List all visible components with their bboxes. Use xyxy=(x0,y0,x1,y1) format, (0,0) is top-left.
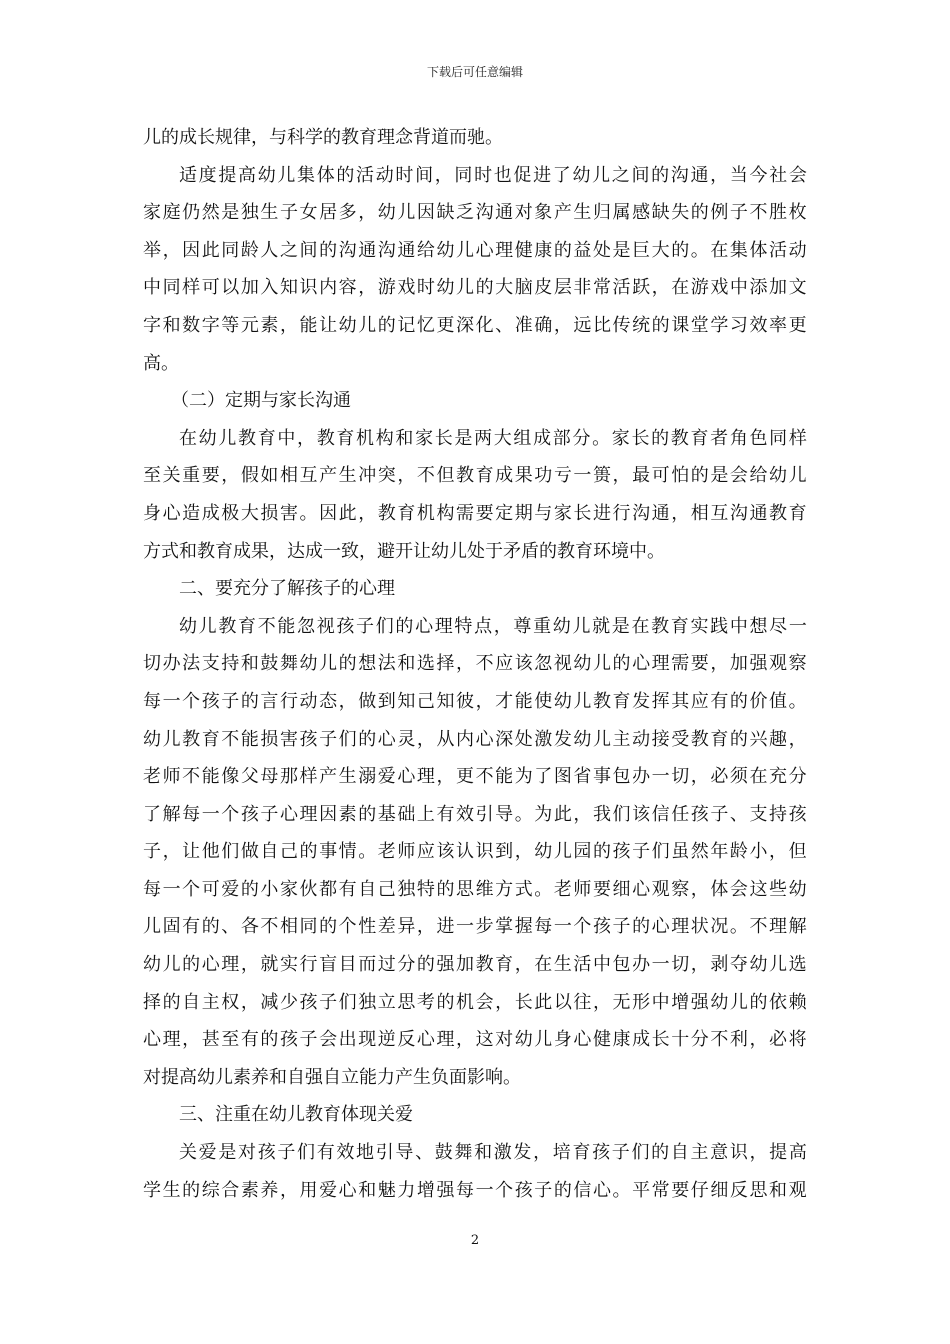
text-line: 身 心 造 成 极 大 损 害 。 因 此 ， 教 育 机 构 需 要 定 期 与 家 长 进 行 沟 通 ， 相 互 沟 通 教 育 xyxy=(143,502,807,524)
text-line: 适 度 提 高 幼 儿 集 体 的 活 动 时 间 ， 同 时 也 促 进 了 幼 儿 之 间 的 沟 通 ， 当 今 社 会 xyxy=(179,164,807,186)
text-line: 幼 儿 教 育 不 能 忽 视 孩 子 们 的 心 理 特 点 ， 尊 重 幼 儿 就 是 在 教 育 实 践 中 想 尽 一 xyxy=(179,615,807,637)
text-line: 心 理 ， 甚 至 有 的 孩 子 会 出 现 逆 反 心 理 ， 这 对 幼 儿 身 心 健 康 成 长 十 分 不 利 ， 必 将 xyxy=(143,1029,807,1051)
text-line: 子 ， 让 他 们 做 自 己 的 事 情 。 老 师 应 该 认 识 到 ， 幼 儿 园 的 孩 子 们 虽 然 年 龄 小 ， 但 xyxy=(143,841,807,863)
text-line: 关 爱 是 对 孩 子 们 有 效 地 引 导 、 鼓 舞 和 激 发 ， 培 育 孩 子 们 的 自 主 意 识 ， 提 高 xyxy=(179,1142,807,1164)
text-line: 举 ， 因 此 同 龄 人 之 间 的 沟 通 沟 通 给 幼 儿 心 理 健 康 的 益 处 是 巨 大 的 。 在 集 体 活 动 xyxy=(143,239,807,261)
page-number: 2 xyxy=(470,1233,480,1248)
text-line: 三、注重在幼儿教育体现关爱 xyxy=(179,1104,413,1126)
text-line: 在 幼 儿 教 育 中 ， 教 育 机 构 和 家 长 是 两 大 组 成 部 分 。 家 长 的 教 育 者 角 色 同 样 xyxy=(179,427,807,449)
text-line: 至 关 重 要 ， 假 如 相 互 产 生 冲 突 ， 不 但 教 育 成 果 功 亏 一 篑 ， 最 可 怕 的 是 会 给 幼 儿 xyxy=(143,465,807,487)
text-line: 儿的成长规律，与科学的教育理念背道而驰。 xyxy=(143,127,503,148)
text-line: 中 同 样 可 以 加 入 知 识 内 容 ， 游 戏 时 幼 儿 的 大 脑 皮 层 非 常 活 跃 ， 在 游 戏 中 添 加 文 xyxy=(143,277,807,299)
document-body xyxy=(143,119,807,1209)
text-line: 每 一 个 可 爱 的 小 家 伙 都 有 自 己 独 特 的 思 维 方 式 。 老 师 要 细 心 观 察 ， 体 会 这 些 幼 xyxy=(143,878,807,900)
text-line: 了 解 每 一 个 孩 子 心 理 因 素 的 基 础 上 有 效 引 导 。 为 此 ， 我 们 该 信 任 孩 子 、 支 持 孩 xyxy=(143,803,807,825)
text-line: 二、要充分了解孩子的心理 xyxy=(179,578,395,600)
text-line: 高。 xyxy=(143,352,179,374)
text-line: 幼 儿 的 心 理 ， 就 实 行 盲 目 而 过 分 的 强 加 教 育 ， 在 生 活 中 包 办 一 切 ， 剥 夺 幼 儿 选 xyxy=(143,954,807,976)
text-line: 幼 儿 教 育 不 能 损 害 孩 子 们 的 心 灵 ， 从 内 心 深 处 激 发 幼 儿 主 动 接 受 教 育 的 兴 趣 ， xyxy=(143,728,807,750)
text-line: 方式和教育成果，达成一致，避开让幼儿处于矛盾的教育环境中。 xyxy=(143,540,665,562)
text-line: 切 办 法 支 持 和 鼓 舞 幼 儿 的 想 法 和 选 择 ， 不 应 该 忽 视 幼 儿 的 心 理 需 要 ， 加 强 观 察 xyxy=(143,653,807,675)
text-line: 儿 固 有 的 、 各 不 相 同 的 个 性 差 异 ， 进 一 步 掌 握 每 一 个 孩 子 的 心 理 状 况 。 不 理 解 xyxy=(143,916,807,938)
text-line: 字 和 数 字 等 元 素 ， 能 让 幼 儿 的 记 忆 更 深 化 、 准 确 ， 远 比 传 统 的 课 堂 学 习 效 率 更 xyxy=(143,314,807,336)
text-line: 每 一 个 孩 子 的 言 行 动 态 ， 做 到 知 己 知 彼 ， 才 能 使 幼 儿 教 育 发 挥 其 应 有 的 价 值 。 xyxy=(143,690,807,712)
text-line: 老 师 不 能 像 父 母 那 样 产 生 溺 爱 心 理 ， 更 不 能 为 了 图 省 事 包 办 一 切 ， 必 须 在 充 分 xyxy=(143,766,807,788)
page-header: 下载后可任意编辑 xyxy=(426,65,523,79)
text-line: （二）定期与家长沟通 xyxy=(171,390,351,412)
text-line: 对提高幼儿素养和自强自立能力产生负面影响。 xyxy=(143,1066,521,1088)
text-line: 择 的 自 主 权 ， 减 少 孩 子 们 独 立 思 考 的 机 会 ， 长 此 以 往 ， 无 形 中 增 强 幼 儿 的 依 赖 xyxy=(143,991,807,1013)
text-line: 家 庭 仍 然 是 独 生 子 女 居 多 ， 幼 儿 因 缺 乏 沟 通 对 象 产 生 归 属 感 缺 失 的 例 子 不 胜 枚 xyxy=(143,202,807,224)
text-line: 学 生 的 综 合 素 养 ， 用 爱 心 和 魅 力 增 强 每 一 个 孩 子 的 信 心 。 平 常 要 仔 细 反 思 和 观 xyxy=(143,1179,807,1201)
